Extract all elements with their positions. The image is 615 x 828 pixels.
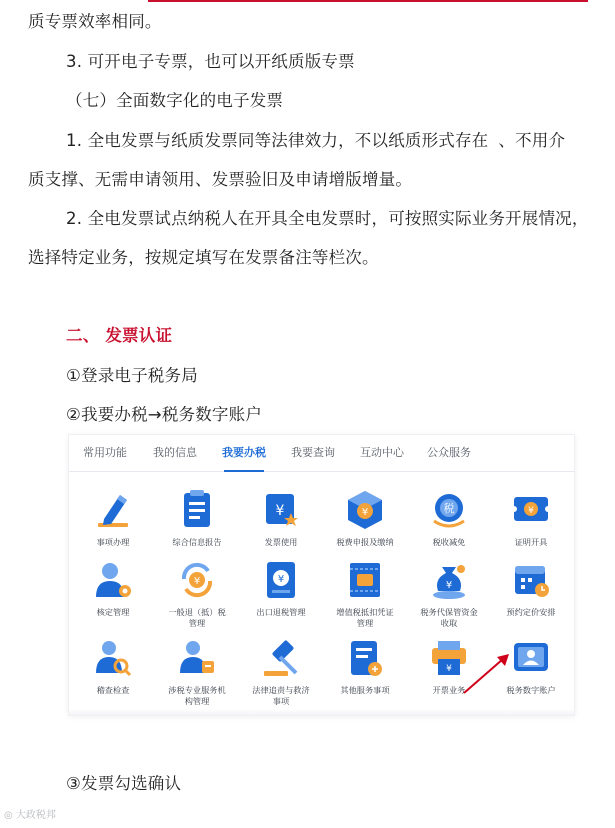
tab-6[interactable]: 公众服务 <box>427 446 471 459</box>
service-label: 法律追责与救济 事项 <box>252 685 310 706</box>
text-line-7: 选择特定业务，按规定填写在发票备注等栏次。 <box>28 248 379 267</box>
top-rule <box>148 0 588 2</box>
service-label: 综合信息报告 <box>172 537 222 547</box>
subsection-heading: （七）全面数字化的电子发票 <box>66 91 284 110</box>
watermark-logo-icon: ◎ <box>4 810 13 821</box>
tab-2[interactable]: 我的信息 <box>153 446 197 459</box>
text-line-4 <box>66 127 565 151</box>
service-label: 税务代保管资金 收取 <box>420 607 478 628</box>
service-label: 预约定价安排 <box>506 607 556 617</box>
service-label: 一般退（抵）税 管理 <box>168 607 226 628</box>
text-line-4a: 1. 全电发票与纸质发票同等法律效力，不以纸质形式存在 <box>66 131 489 150</box>
service-label: 发票使用 <box>264 537 298 547</box>
svg-text:¥: ¥ <box>446 664 452 674</box>
service-label: 开票业务 <box>432 685 466 695</box>
tab-5[interactable]: 互动中心 <box>360 446 404 459</box>
service-label: 稽查检查 <box>96 685 130 695</box>
step-2: ②我要办税→税务数字账户 <box>66 405 263 424</box>
service-label: 涉税专业服务机 构管理 <box>168 685 226 706</box>
tab-4[interactable]: 我要查询 <box>291 446 335 459</box>
service-label: 税费申报及缴纳 <box>336 537 394 547</box>
watermark <box>4 806 56 821</box>
step-1: ①登录电子税务局 <box>66 366 198 385</box>
svg-text:¥: ¥ <box>277 574 285 585</box>
svg-text:¥: ¥ <box>361 507 369 518</box>
tax-portal-screenshot <box>68 434 575 716</box>
text-line-1: 质专票效率相同。 <box>28 12 162 31</box>
service-label: 税收减免 <box>432 537 466 547</box>
service-label: 税务数字账户 <box>506 685 556 695</box>
svg-text:税: 税 <box>443 502 455 515</box>
service-label: 增值税抵扣凭证 管理 <box>336 607 394 628</box>
text-line-6: 2. 全电发票试点纳税人在开具全电发票时，可按照实际业务开展情况， <box>66 209 589 228</box>
section-heading: 二、 发票认证 <box>66 326 173 345</box>
text-line-2: 3. 可开电子专票，也可以开纸质版专票 <box>66 52 355 71</box>
red-arrow-icon <box>69 435 574 715</box>
svg-text:¥: ¥ <box>275 503 285 519</box>
step-3: ③发票勾选确认 <box>66 774 182 793</box>
screenshot-bottom-edge <box>69 709 574 715</box>
tab-1[interactable]: 常用功能 <box>83 446 127 459</box>
tab-3[interactable]: 我要办税 <box>222 435 266 471</box>
service-label: 出口退税管理 <box>256 607 306 617</box>
text-line-4b: 、不用介 <box>498 131 566 150</box>
svg-text:¥: ¥ <box>528 506 534 516</box>
svg-text:¥: ¥ <box>193 576 201 587</box>
text-line-5: 质支撑、无需申请领用、发票验旧及申请增版增量。 <box>28 170 413 189</box>
service-label: 证明开具 <box>514 537 548 547</box>
watermark-text: 大政税邦 <box>15 810 56 821</box>
service-label: 核定管理 <box>96 607 130 617</box>
service-label: 其他服务事项 <box>340 685 390 695</box>
service-label: 事项办理 <box>96 537 130 547</box>
svg-text:¥: ¥ <box>445 580 453 591</box>
